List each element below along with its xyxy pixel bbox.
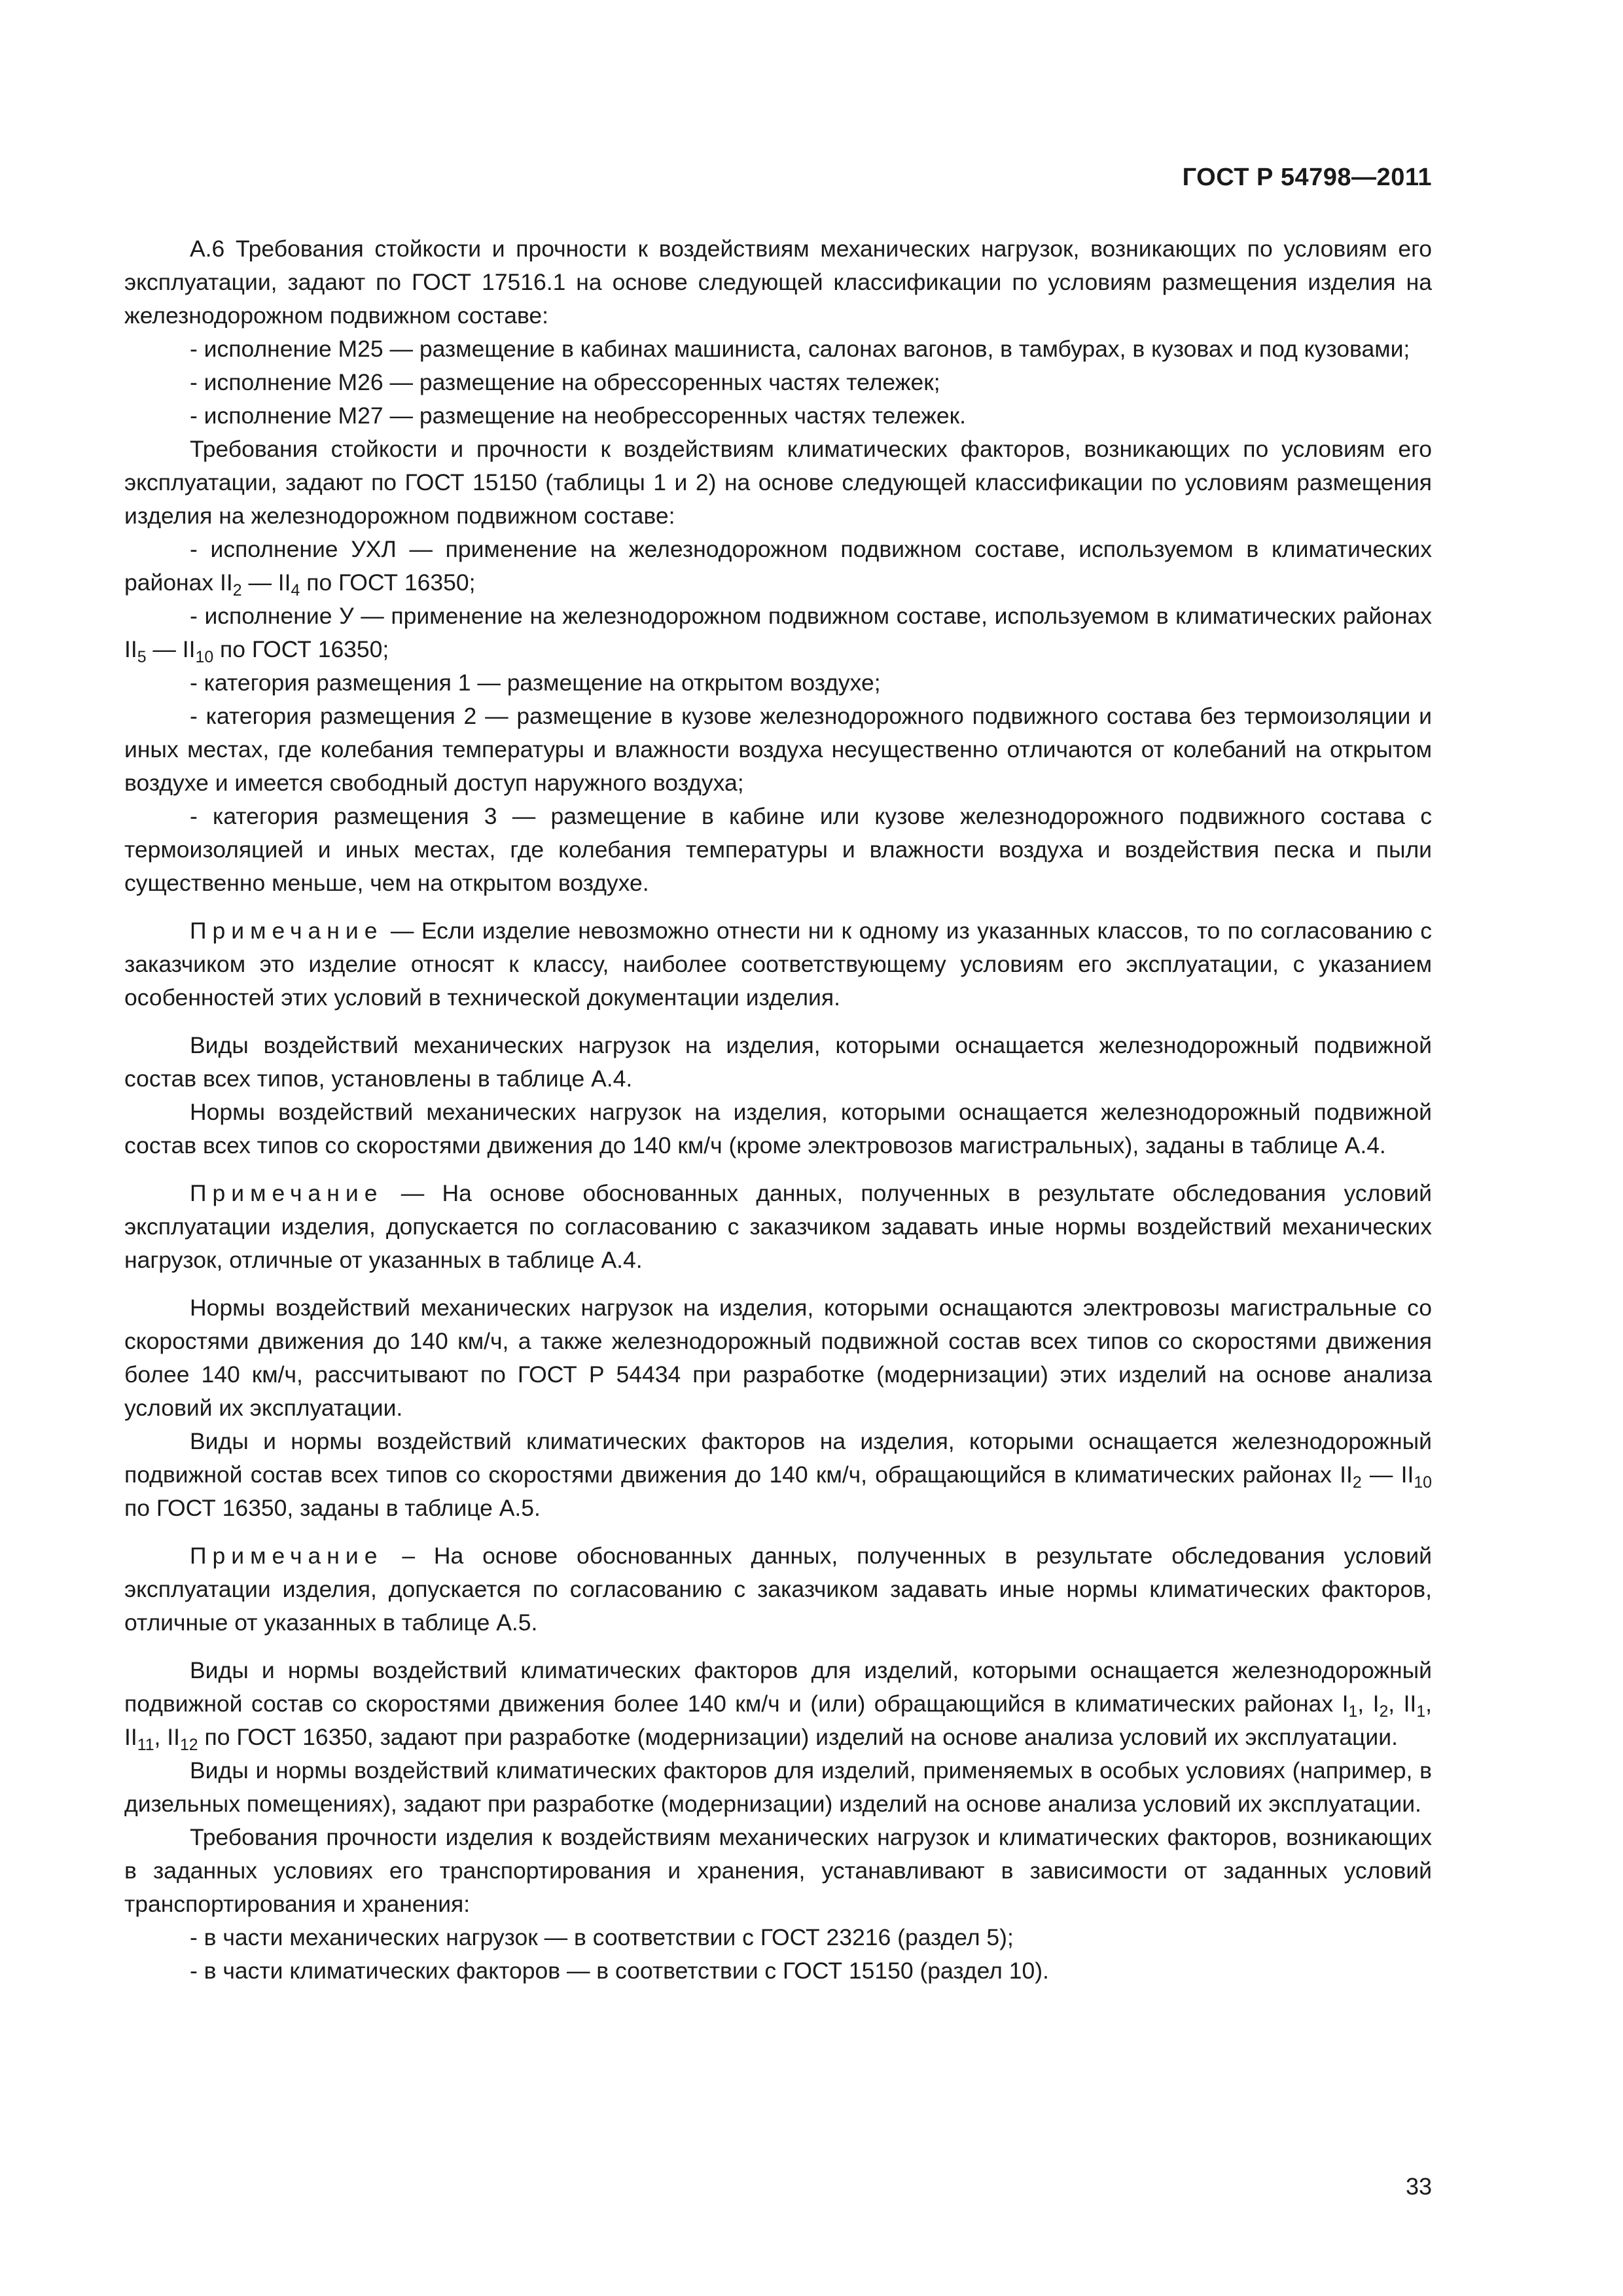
paragraph: Виды и нормы воздействий климатических факторов для изделий, которыми оснащается железнодорожный подвижной состав со скоростями движения более 140 км/ч и (или) обращающийся в климатических районах $I_1$, $I_2$, $II_1$, $II_{11}$, $II_{12}$ по ГОСТ 16350, задают при разработке (модернизации) изделий на основе анализа условий их эксплуатации. [124,1657,1433,1754]
list-item: - исполнение УХЛ — применение на железнодорожном подвижном составе, используемом в климатических районах $II_2$ — $II_4$ по ГОСТ 16350; [124,536,1432,600]
paragraph: Виды воздействий механических нагрузок на изделия, которыми оснащается железнодорожный подвижной состав всех типов, установлены в таблице А.4. [124,1032,1432,1092]
page-number: 33 [1405,2173,1432,2200]
paragraph: Виды и нормы воздействий климатических факторов для изделий, применяемых в особых условиях (например, в дизельных помещениях), задают при разработке (модернизации) изделий на основе анализа условий их эксплуатации. [124,1757,1432,1817]
list-item: - исполнение У — применение на железнодорожном подвижном составе, используемом в климатических районах $II_5$ — $II_{10}$ по ГОСТ 16350; [124,603,1432,666]
list-item: - исполнение М26 — размещение на обрессоренных частях тележек; [190,369,940,395]
list-item: - в части климатических факторов — в соответствии с ГОСТ 15150 (раздел 10). [190,1958,1049,1984]
document-body [124,232,1432,1988]
document-header: ГОСТ Р 54798—2011 [1182,164,1432,191]
note: Примечание — Если изделие невозможно отнести ни к одному из указанных классов, то по согласованию с заказчиком это изделие относят к классу, наиболее соответствующему условиям его эксплуатации, с указанием особенностей этих условий в технической документации изделия. [124,918,1432,1011]
paragraph: Нормы воздействий механических нагрузок на изделия, которыми оснащаются электровозы магистральные со скоростями движения до 140 км/ч, а также железнодорожный подвижной состав всех типов со скоростями движения более 140 км/ч, рассчитывают по ГОСТ Р 54434 при разработке (модернизации) этих изделий на основе анализа условий их эксплуатации. [124,1295,1432,1421]
paragraph: Требования прочности изделия к воздействиям механических нагрузок и климатических факторов, возникающих в заданных условиях его транспортирования и хранения, устанавливают в зависимости от заданных условий транспортирования и хранения: [124,1824,1432,1917]
note-label: Примечание [190,918,383,944]
paragraph: Требования стойкости и прочности к воздействиям климатических факторов, возникающих по условиям его эксплуатации, задают по ГОСТ 15150 (таблицы 1 и 2) на основе следующей классификации по условиям размещения изделия на железнодорожном подвижном составе: [124,436,1432,529]
note-label: Примечание [190,1180,383,1206]
list-item: - категория размещения 3 — размещение в кабине или кузове железнодорожного подвижного состава с термоизоляцией и иных местах, где колебания температуры и влажности воздуха и воздействия песка и пыли существенно меньше, чем на открытом воздухе. [124,803,1432,896]
note-label: Примечание [190,1543,383,1569]
paragraph: Нормы воздействий механических нагрузок на изделия, которыми оснащается железнодорожный подвижной состав всех типов со скоростями движения до 140 км/ч (кроме электровозов магистральных), заданы в таблице А.4. [124,1099,1432,1158]
list-item: - исполнение М27 — размещение на необрессоренных частях тележек. [190,403,966,429]
list-item: - исполнение М25 — размещение в кабинах машиниста, салонах вагонов, в тамбурах, в кузовах и под кузовами; [190,336,1410,362]
list-item: - категория размещения 1 — размещение на открытом воздухе; [190,670,881,696]
note: Примечание — На основе обоснованных данных, полученных в результате обследования условий эксплуатации изделия, допускается по согласованию с заказчиком задавать иные нормы воздействий механических нагрузок, отличные от указанных в таблице А.4. [124,1180,1432,1273]
paragraph: Виды и нормы воздействий климатических факторов на изделия, которыми оснащается железнодорожный подвижной состав всех типов со скоростями движения до 140 км/ч, обращающийся в климатических районах $II_2$ — $II_{10}$ по ГОСТ 16350, заданы в таблице А.5. [124,1428,1432,1521]
note: Примечание – На основе обоснованных данных, полученных в результате обследования условий эксплуатации изделия, допускается по согласованию с заказчиком задавать иные нормы климатических факторов, отличные от указанных в таблице А.5. [124,1543,1432,1636]
list-item: - категория размещения 2 — размещение в кузове железнодорожного подвижного состава без термоизоляции и иных местах, где колебания температуры и влажности воздуха несущественно отличаются от колебаний на открытом воздухе и имеется свободный доступ наружного воздуха; [124,703,1432,796]
paragraph: А.6 Требования стойкости и прочности к воздействиям механических нагрузок, возникающих по условиям его эксплуатации, задают по ГОСТ 17516.1 на основе следующей классификации по условиям размещения изделия на железнодорожном подвижном составе: [124,236,1432,329]
list-item: - в части механических нагрузок — в соответствии с ГОСТ 23216 (раздел 5); [190,1924,1014,1950]
